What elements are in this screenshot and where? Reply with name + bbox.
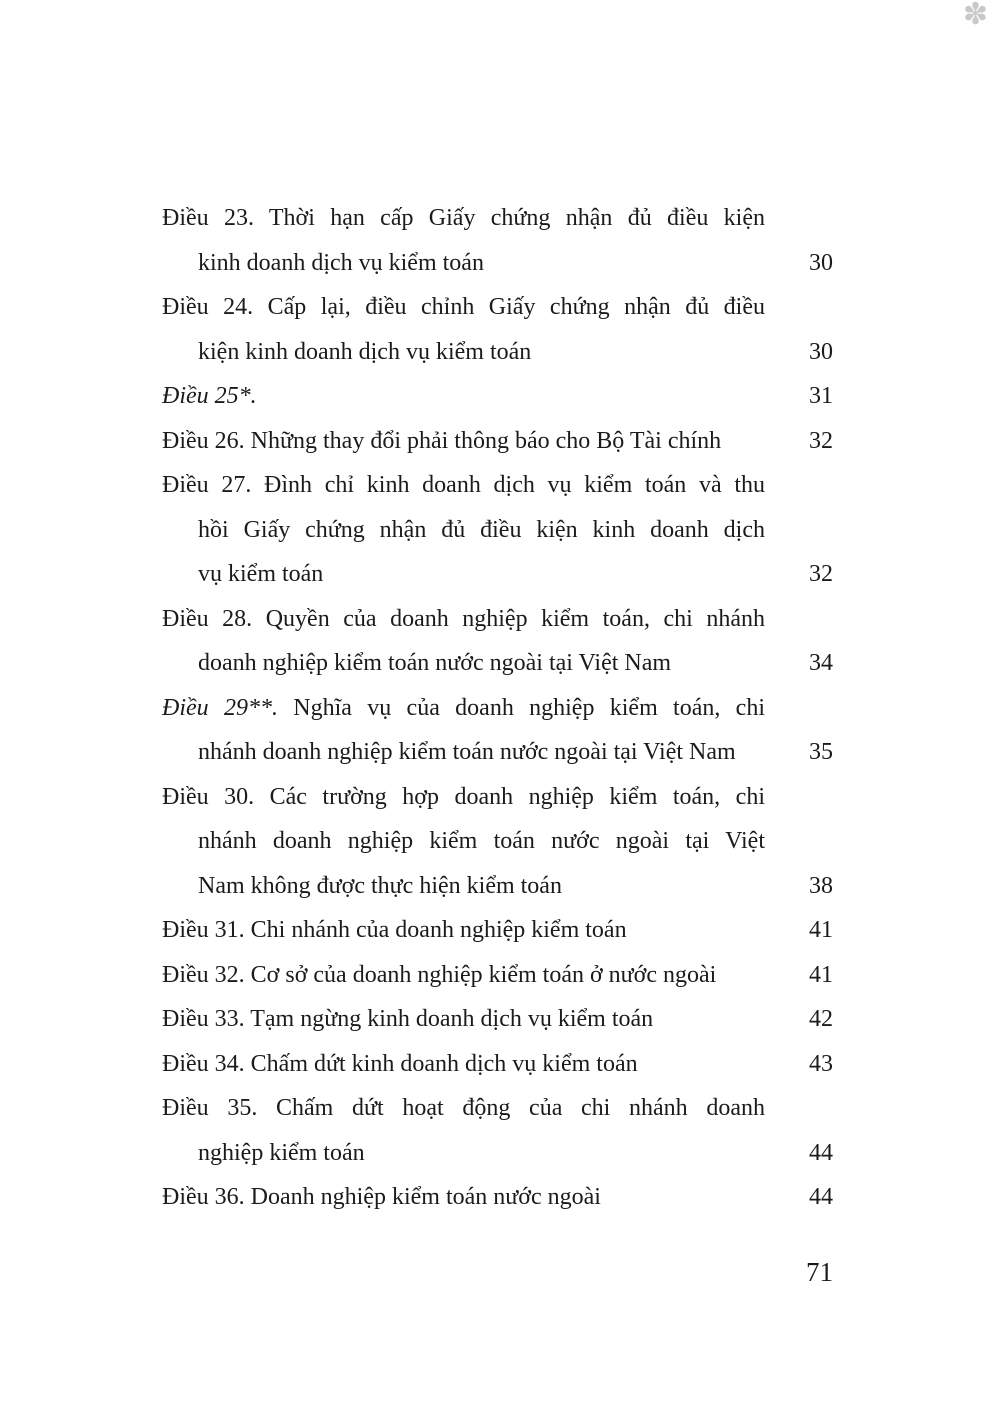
toc-entry [162,597,833,686]
page-number-footer: 71 [806,1257,833,1287]
toc-entry [162,419,833,464]
toc-line: Điều 36. Doanh nghiệp kiểm toán nước ngoài [162,1184,601,1210]
toc-line: Điều 32. Cơ sở của doanh nghiệp kiểm toán ở nước ngoài [162,961,717,988]
toc-entry [162,1086,833,1175]
toc-line: nhánh doanh nghiệp kiểm toán nước ngoài tại Việt [198,828,765,854]
toc-line: hồi Giấy chứng nhận đủ điều kiện kinh doanh dịch [198,516,765,543]
toc-line: Điều 29**. Nghĩa vụ của doanh nghiệp kiểm toán, chi [162,694,765,721]
toc-page-number: 32 [809,561,833,587]
toc-entry [162,1175,833,1220]
toc-page-number: 44 [809,1184,833,1210]
toc-page-number: 38 [809,872,833,899]
toc-page-number: 31 [809,383,833,409]
toc-page-number: 41 [809,961,833,988]
toc-line: kinh doanh dịch vụ kiểm toán [198,249,484,276]
toc-line: nhánh doanh nghiệp kiểm toán nước ngoài tại Việt Nam [198,739,736,765]
toc-page-number: 34 [809,650,833,676]
toc-line: nghiệp kiểm toán [198,1139,365,1166]
toc-entry [162,374,833,419]
toc-line-italic-prefix: Điều 29**. [162,694,278,721]
toc-line: Điều 23. Thời hạn cấp Giấy chứng nhận đủ điều kiện [162,205,765,231]
toc-line: Điều 28. Quyền của doanh nghiệp kiểm toán, chi nhánh [162,605,765,632]
toc-list [162,196,833,1220]
toc-page-number: 42 [809,1006,833,1032]
toc-page-number: 30 [809,249,833,276]
toc-entry [162,686,833,775]
toc-line: vụ kiểm toán [198,561,324,587]
toc-line: Điều 25*. [162,383,257,409]
toc-line: Điều 33. Tạm ngừng kinh doanh dịch vụ kiểm toán [162,1006,654,1032]
flower-asterisk-icon: ✽ [962,0,988,31]
toc-line: doanh nghiệp kiểm toán nước ngoài tại Việt Nam [198,650,672,676]
toc-page-number: 32 [809,427,833,454]
toc-entry [162,775,833,909]
toc-entry [162,1042,833,1087]
toc-entry [162,997,833,1042]
toc-line: Điều 26. Những thay đổi phải thông báo cho Bộ Tài chính [162,427,722,454]
toc-line: kiện kinh doanh dịch vụ kiểm toán [198,338,532,365]
toc-entry [162,908,833,953]
toc-line: Điều 30. Các trường hợp doanh nghiệp kiểm toán, chi [162,783,765,810]
toc-line: Điều 27. Đình chỉ kinh doanh dịch vụ kiểm toán và thu [162,472,765,498]
toc-entry [162,953,833,998]
toc-page-number: 43 [809,1050,833,1077]
toc-page-number: 41 [809,917,833,943]
toc-line: Điều 34. Chấm dứt kinh doanh dịch vụ kiểm toán [162,1050,638,1077]
toc-line: Điều 35. Chấm dứt hoạt động của chi nhánh doanh [162,1095,765,1121]
toc-page-number: 35 [809,739,833,765]
toc-line: Nam không được thực hiện kiểm toán [198,872,562,899]
toc-entry [162,463,833,597]
toc-page-number: 44 [809,1139,833,1166]
toc-page-number: 30 [809,338,833,365]
toc-entry [162,285,833,374]
toc-entry [162,196,833,285]
toc-line: Điều 31. Chi nhánh của doanh nghiệp kiểm toán [162,917,627,943]
toc-line: Điều 24. Cấp lại, điều chỉnh Giấy chứng nhận đủ điều [162,294,765,320]
